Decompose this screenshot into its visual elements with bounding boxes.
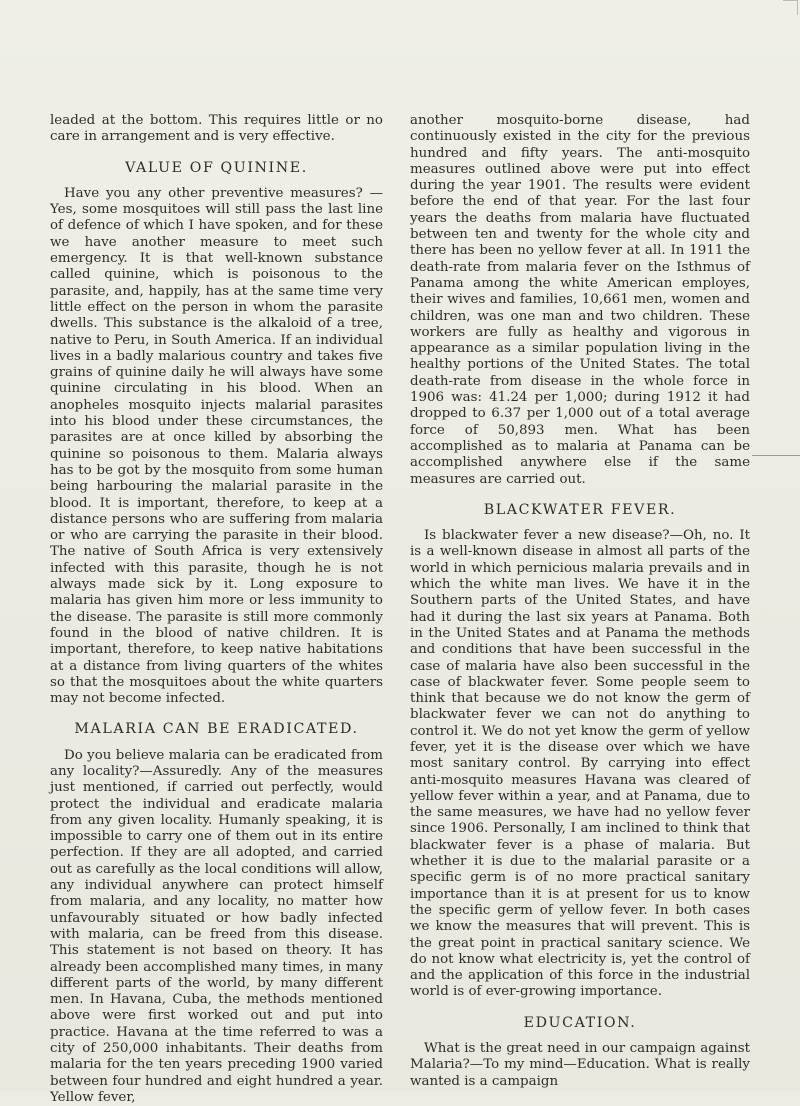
right-column (410, 113, 750, 1090)
margin-rule (752, 455, 800, 456)
section-heading-malaria-can-be-eradicated: MALARIA CAN BE ERADICATED. (74, 721, 359, 738)
paragraph: another mosquito-borne disease, had continuously existed in the city for the previous hundred and fifty years. The anti-mosquito measures outlined above were put into effect during the year 1901. The results were evident before the end of that year. For the last four years the deaths from malaria have fluctuated between ten and twenty for the whole city and there has been no yellow fever at all. In 1911 the death-rate from malaria fever on the Isthmus of Panama among the white American employes, their wives and families, 10,661 men, women and children, was one man and two children. These workers are fully as healthy and vigorous in appearance as a similar population living in the healthy portions of the United States. The total death-rate from disease in the whole force in 1906 was: 41.24 per 1,000; during 1912 it had dropped to 6.37 per 1,000 out of a total average force of 50,893 men. What has been accomplished as to malaria at Panama can be accomplished anywhere else if the same measures are carried out. (410, 113, 750, 487)
section-heading-value-of-quinine: VALUE OF QUININE. (125, 159, 308, 176)
paragraph: Do you believe malaria can be eradicated from any locality?—Assuredly. Any of the measures just mentioned, if carried out perfectly, would protect the individual and eradicate malaria from any given locality. Humanly speaking, it is impossible to carry one of them out in its entire perfection. If they are all adopted, and carried out as carefully as the local conditions will allow, any individual anywhere can protect himself from malaria, and any locality, no matter how unfavourably situated or how badly infected with malaria, can be freed from this disease. This statement is not based on theory. It has already been accomplished many times, in many different parts of the world, by many different men. In Havana, Cuba, the methods mentioned above were first worked out and put into practice. Havana at the time referred to was a city of 250,000 inhabitants. Their deaths from malaria for the ten years preceding 1900 varied between four hundred and eight hundred a year. Yellow fever, (50, 747, 383, 1105)
paragraph: What is the great need in our campaign against Malaria?—To my mind—Education. What is really wanted is a campaign (410, 1041, 750, 1089)
section-heading-blackwater-fever: BLACKWATER FEVER. (483, 501, 677, 518)
paragraph: Is blackwater fever a new disease?—Oh, no. It is a well-known disease in almost all parts of the world in which pernicious malaria prevails and in which the white man lives. We have it in the Southern parts of the United States, and have had it during the last six years at Panama. Both in the United States and at Panama the methods and conditions that have been successful in the case of malaria have also been successful in the case of blackwater fever. Some people seem to think that because we do not know the germ of blackwater fever we can not do anything to control it. We do not yet know the germ of yellow fever, yet it is the disease over which we have most sanitary control. By carrying into effect anti-mosquito measures Havana was cleared of yellow fever within a year, and at Panama, due to the same measures, we have had no yellow fever since 1906. Personally, I am inclined to think that blackwater fever is a phase of malaria. But whether it is due to the malarial parasite or a specific germ is of no more practical sanitary importance than it is at present for us to know the specific germ of yellow fever. In both cases we know the measures that will prevent. This is the great point in practical sanitary science. We do not know what electricity is, yet the control of and the application of this force in the industrial world is of ever-growing importance. (410, 528, 750, 1000)
paragraph: Have you any other preventive measures? —Yes, some mosquitoes will still pass the last line of defence of which I have spoken, and for these we have another measure to meet such emergency. It is that well-known substance called quinine, which is poisonous to the parasite, and, happily, has at the same time very little effect on the person in whom the parasite dwells. This substance is the alkaloid of a tree, native to Peru, in South America. If an individual lives in a badly malarious country and takes five grains of quinine daily he will always have some quinine circulating in his blood. When an anopheles mosquito injects malarial parasites into his blood under these circumstances, the parasites are at once killed by absorbing the quinine so poisonous to them. Malaria always has to be got by the mosquito from some human being harbouring the malarial parasite in the blood. It is important, therefore, to keep at a distance persons who are suffering from malaria or who are carrying the parasite in their blood. The native of South Africa is very extensively infected with this parasite, though he is not always made sick by it. Long exposure to malaria has given him more or less immunity to the disease. The parasite is still more commonly found in the blood of native children. It is important, therefore, to keep native habitations at a distance from living quarters of the whites so that the mosquitoes about the white quarters may not become infected. (50, 185, 383, 707)
left-column (50, 113, 383, 1106)
paragraph: leaded at the bottom. This requires little or no care in arrangement and is very effective. (50, 113, 383, 145)
section-heading-education: EDUCATION. (523, 1014, 637, 1031)
corner-mark (783, 0, 798, 15)
